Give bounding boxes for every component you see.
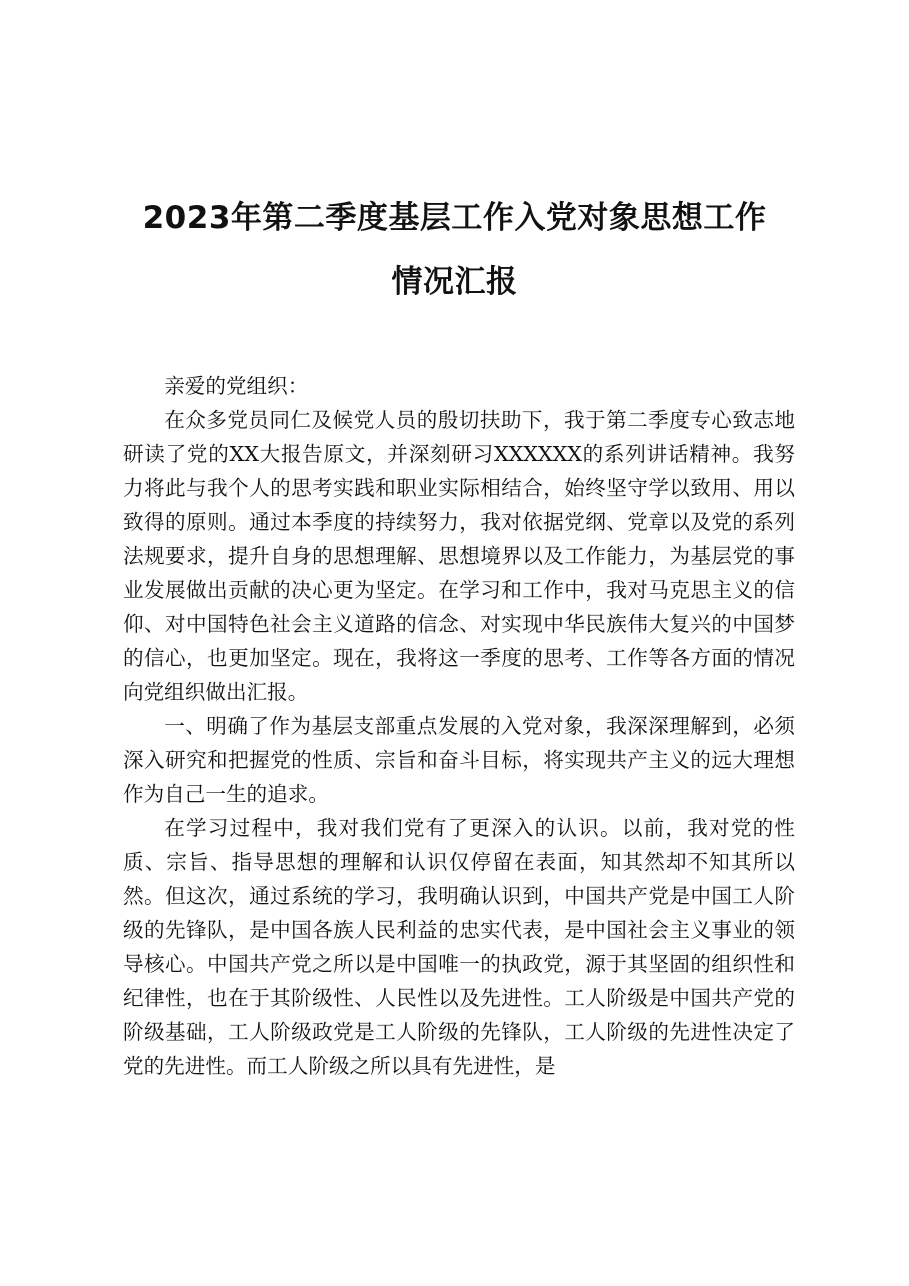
body-paragraph-2: 一、明确了作为基层支部重点发展的入党对象，我深深理解到，必须深入研究和把握党的性质、宗旨和奋斗目标，将实现共产主义的远大理想作为自己一生的追求。: [123, 714, 795, 806]
salutation: 亲爱的党组织：: [164, 374, 309, 398]
body-paragraph-3: 在学习过程中，我对我们党有了更深入的认识。以前，我对党的性质、宗旨、指导思想的理解和认识仅停留在表面，知其然却不知其所以然。但这次，通过系统的学习，我明确认识到，中国共产党是中国工人阶级的先锋队，是中国各族人民利益的忠实代表，是中国社会主义事业的领导核心。中国共产党之所以是中国唯一的执政党，源于其坚固的组织性和纪律性，也在于其阶级性、人民性以及先进性。工人阶级是中国共产党的阶级基础，工人阶级政党是工人阶级的先锋队，工人阶级的先进性决定了党的先进性。而工人阶级之所以具有先进性，是: [123, 816, 795, 1078]
document-title-line-1: 2023年第二季度基层工作入党对象思想工作: [142, 200, 767, 236]
document-title-line-2: 情况汇报: [391, 264, 518, 300]
document-body: [123, 369, 795, 1083]
body-paragraph-1: 在众多党员同仁及候党人员的殷切扶助下，我于第二季度专心致志地研读了党的XX大报告原文，并深刻研习XXXXXX的系列讲话精神。我努力将此与我个人的思考实践和职业实际相结合，始终坚守学以致用、用以致得的原则。通过本季度的持续努力，我对依据党纲、党章以及党的系列法规要求，提升自身的思想理解、思想境界以及工作能力，为基层党的事业发展做出贡献的决心更为坚定。在学习和工作中，我对马克思主义的信仰、对中国特色社会主义道路的信念、对实现中华民族伟大复兴的中国梦的信心，也更加坚定。现在，我将这一季度的思考、工作等各方面的情况向党组织做出汇报。: [123, 408, 795, 704]
